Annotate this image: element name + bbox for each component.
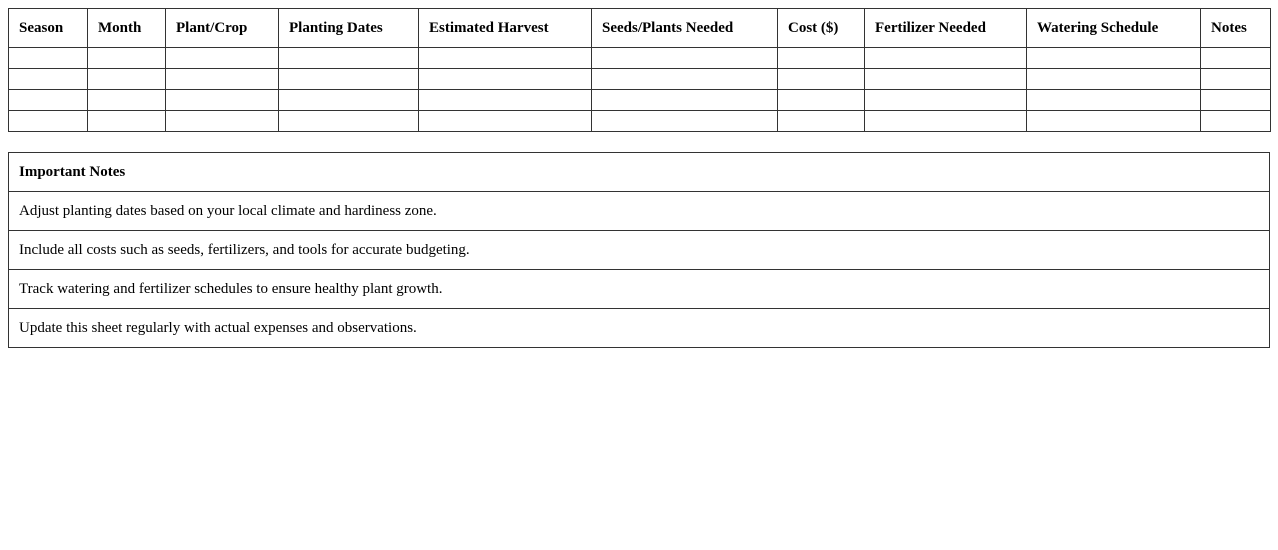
table-cell: [592, 69, 778, 90]
table-cell: [1027, 111, 1201, 132]
notes-title: Important Notes: [9, 153, 1270, 192]
table-cell: [1201, 90, 1271, 111]
table-row: [9, 90, 1271, 111]
important-notes-table: [8, 152, 1270, 348]
table-cell: [9, 69, 88, 90]
column-header-season: Season: [9, 9, 88, 48]
table-cell: [279, 111, 419, 132]
column-header-cost: Cost ($): [778, 9, 865, 48]
table-cell: [279, 69, 419, 90]
column-header-seeds-plants-needed: Seeds/Plants Needed: [592, 9, 778, 48]
header-row: [9, 9, 1271, 48]
table-cell: [1027, 69, 1201, 90]
column-header-plant-crop: Plant/Crop: [166, 9, 279, 48]
table-cell: [419, 69, 592, 90]
table-cell: [279, 90, 419, 111]
table-cell: [1027, 90, 1201, 111]
table-cell: [9, 90, 88, 111]
note-item: Adjust planting dates based on your local climate and hardiness zone.: [9, 192, 1270, 231]
column-header-notes: Notes: [1201, 9, 1271, 48]
table-cell: [865, 111, 1027, 132]
table-cell: [166, 90, 279, 111]
table-cell: [1027, 48, 1201, 69]
column-header-watering-schedule: Watering Schedule: [1027, 9, 1201, 48]
column-header-planting-dates: Planting Dates: [279, 9, 419, 48]
table-cell: [9, 111, 88, 132]
column-header-estimated-harvest: Estimated Harvest: [419, 9, 592, 48]
column-header-month: Month: [88, 9, 166, 48]
table-cell: [88, 111, 166, 132]
table-cell: [592, 48, 778, 69]
note-item: Update this sheet regularly with actual expenses and observations.: [9, 309, 1270, 348]
table-cell: [778, 90, 865, 111]
table-cell: [778, 69, 865, 90]
column-header-fertilizer-needed: Fertilizer Needed: [865, 9, 1027, 48]
table-cell: [88, 90, 166, 111]
table-row: [9, 48, 1271, 69]
table-cell: [419, 111, 592, 132]
table-row: [9, 111, 1271, 132]
table-cell: [592, 90, 778, 111]
table-cell: [1201, 48, 1271, 69]
table-cell: [9, 48, 88, 69]
table-cell: [279, 48, 419, 69]
table-cell: [88, 48, 166, 69]
note-item: Include all costs such as seeds, fertilizers, and tools for accurate budgeting.: [9, 231, 1270, 270]
table-cell: [865, 48, 1027, 69]
table-cell: [166, 69, 279, 90]
table-cell: [166, 48, 279, 69]
table-cell: [865, 69, 1027, 90]
table-cell: [88, 69, 166, 90]
table-cell: [419, 48, 592, 69]
table-cell: [419, 90, 592, 111]
table-row: [9, 69, 1271, 90]
table-cell: [1201, 69, 1271, 90]
table-cell: [778, 48, 865, 69]
table-cell: [166, 111, 279, 132]
note-item: Track watering and fertilizer schedules to ensure healthy plant growth.: [9, 270, 1270, 309]
table-cell: [1201, 111, 1271, 132]
table-cell: [592, 111, 778, 132]
table-cell: [865, 90, 1027, 111]
table-cell: [778, 111, 865, 132]
planting-schedule-table: [8, 8, 1271, 132]
